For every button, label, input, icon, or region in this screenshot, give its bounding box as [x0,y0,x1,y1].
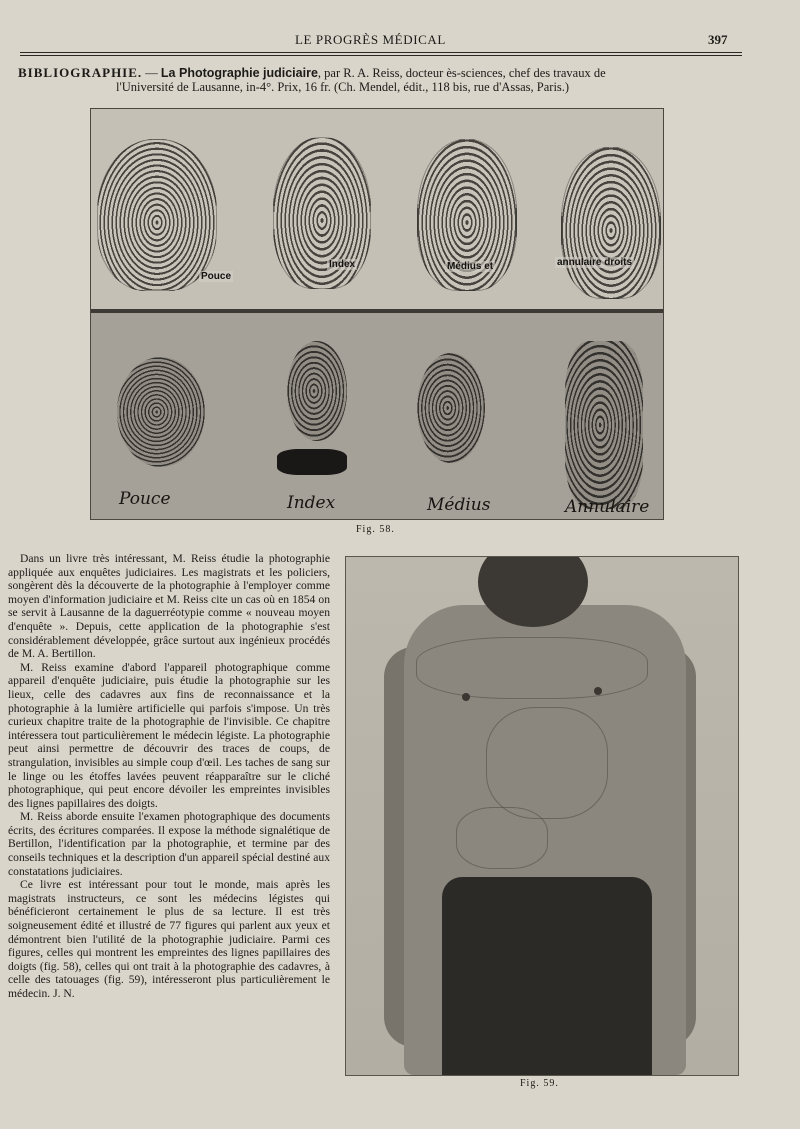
running-title: LE PROGRÈS MÉDICAL [295,32,446,47]
tattoo-abdomen [486,707,608,819]
ring-print [561,147,661,299]
book-title: La Photographie judiciaire [160,66,318,80]
tattoo-photo [345,556,739,1076]
heading-dash: — [142,66,161,80]
author-signature: J. N. [53,987,75,1000]
paragraph-text: Ce livre est intéressant pour tout le monde, mais après les magistrats instructeurs, ce sont les médecins légistes qui bénéficieront certainement le plus de sa lecture. Il est très soigneusement édité et illustré de 77 figures qui parlent aux yeux et démontrent bien l'utilité de la photographie judiciaire. Parmi ces figures, celles qui montrent les empreintes des lignes papillaires des doigts (fig. 58), celles qui ont trait à la photographie des cadavres, à celle des tatouages (fig. 59), intéresseront plus particulièrement le médecin. [8,878,330,1000]
script-thumb: Pouce [119,489,171,509]
latent-smear [277,449,347,475]
label-middle: Médius et [447,261,494,272]
latent-middle [417,353,485,463]
entry-details: , par R. A. Reiss, docteur ès-sciences, chef des travaux de [317,66,606,80]
label-ring: annulaire droits [557,257,633,268]
latent-thumb [117,357,205,467]
tattoo-lower [456,807,548,869]
review-text [8,552,330,1001]
tattoo-chest-band [416,637,648,699]
inked-prints-panel [91,109,663,309]
entry-details-line2: l'Université de Lausanne, in-4°. Prix, 16 fr. (Ch. Mendel, édit., 118 bis, rue d'Assas, Paris.) [116,80,570,94]
thumb-print [97,139,217,291]
script-ring: Annulaire [565,497,650,517]
paragraph [8,878,330,1000]
bibliography-entry [18,66,744,94]
script-middle: Médius [427,495,491,515]
label-thumb: Pouce [201,271,232,282]
latent-prints-panel [91,313,663,519]
figure-59-caption: Fig. 59. [520,1078,559,1089]
section-heading: BIBLIOGRAPHIE. [18,65,143,80]
paragraph: M. Reiss aborde ensuite l'examen photographique des documents écrits, des écritures comparées. Il expose la méthode signalétique de Bertillon, l'identification par la photographie, et termine par des conseils techniques et la description d'un appareil spécial destiné aux constatations judiciaires. [8,810,330,878]
loincloth [442,877,652,1075]
fingerprint-figure [90,108,664,520]
paragraph: Dans un livre très intéressant, M. Reiss étudie la photographie appliquée aux enquêtes judiciaires. Les magistrats et les policiers, songèrent dès la découverte de la photographie à l'employer comme moyen d'information judiciaire et M. Reiss cite un cas où en 1854 on se servit à Lausanne de la daguerréotypie comme « nouveau moyen d'enquête ». Depuis, cette application de la photographie s'est considérablement développée, grâce surtout aux ingénieux procédés de M. A. Bertillon. [8,552,330,661]
label-index: Index [329,259,356,270]
latent-ring [565,341,643,509]
page-number: 397 [708,32,728,47]
header-rule [20,52,742,56]
paragraph: M. Reiss examine d'abord l'appareil photographique comme appareil d'enquête judiciaire, puis étudie la photographie sur les lieux, celle des cadavres aux fins de reconnaissance et la photographie à la lumière artificielle qui parfois s'impose. Un très curieux chapitre traite de la photographie de l'invisible. Ce chapitre intéressera tout particulièrement le médecin légiste. La photographie peut ainsi permettre de découvrir des traces de coups, de strangulation, invisibles au simple coup d'œil. Les taches de sang sur le linge ou les étoffes lavées peuvent réapparaître sur le cliché photographique, qui peut encore dévoiler les empreintes invisibles des lignes papillaires des doigts. [8,660,330,810]
script-index: Index [287,493,336,513]
running-head [0,32,800,52]
latent-index [287,341,347,441]
figure-58-caption: Fig. 58. [356,524,395,535]
